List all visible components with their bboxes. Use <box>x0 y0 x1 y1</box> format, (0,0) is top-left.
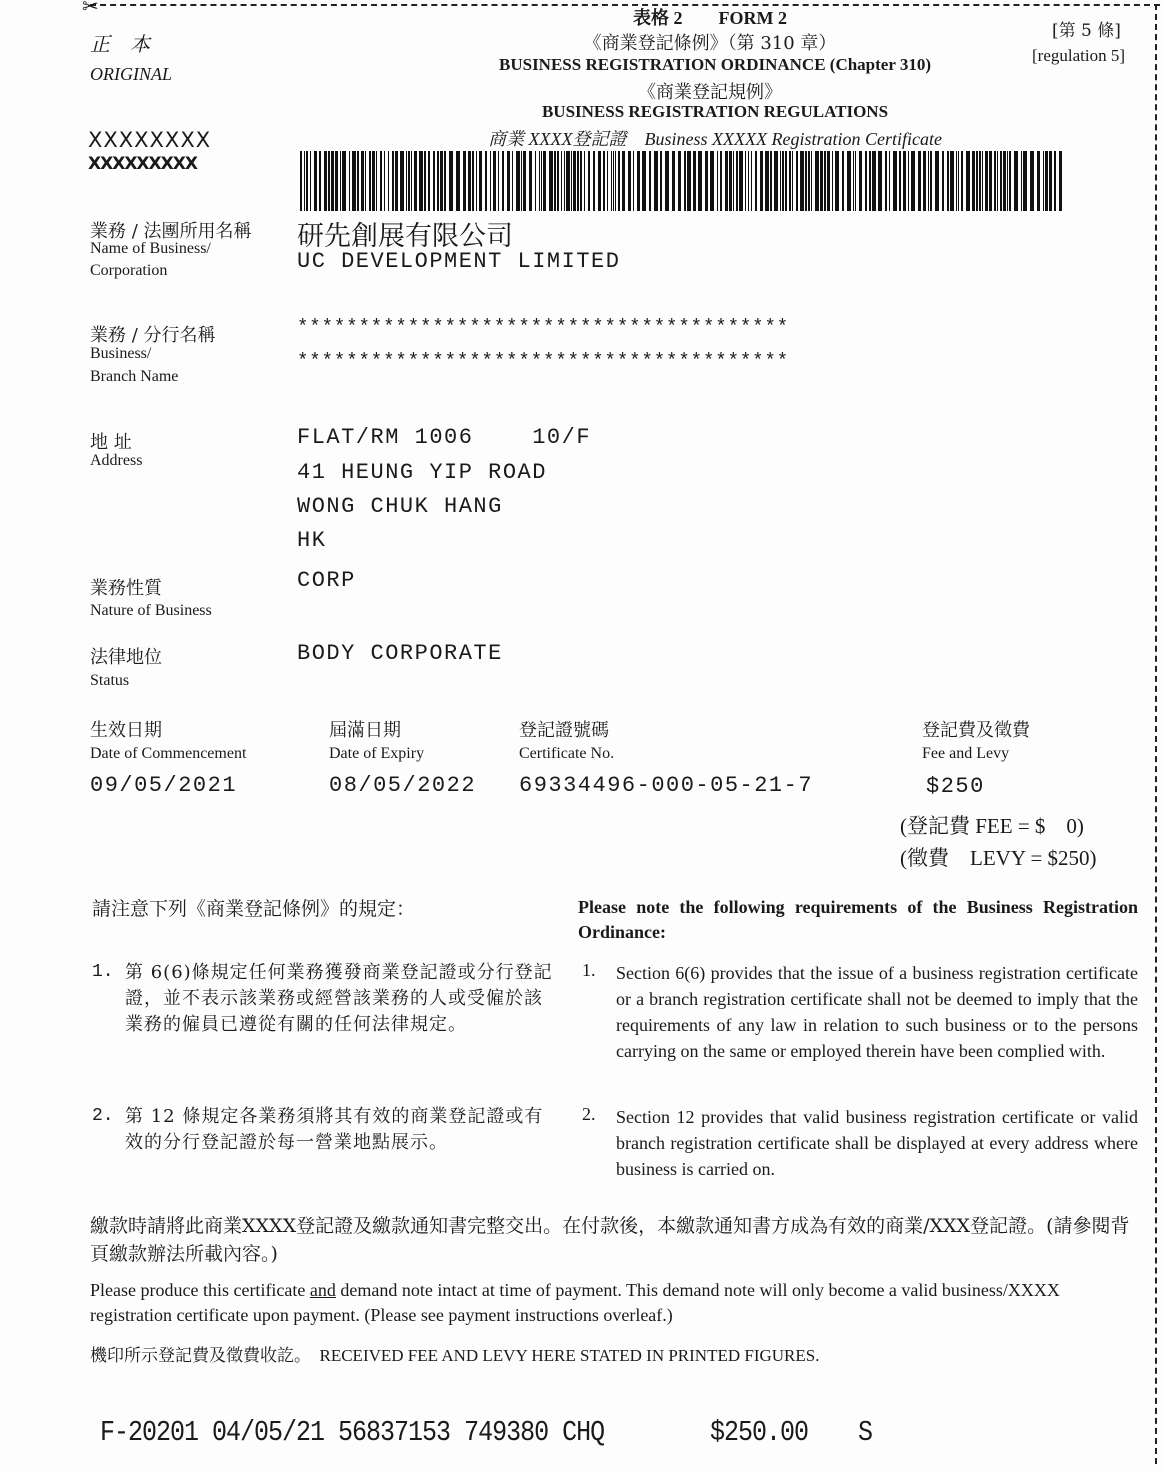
note-1-cn: 第 6(6)條規定任何業務獲發商業登記證或分行登記證，並不表示該業務或經營該業務的人或受僱於該業務的僱員已遵從有關的任何法律規定。 <box>125 962 553 1035</box>
expiry-value: 08/05/2022 <box>329 773 477 798</box>
received-statement: 機印所示登記費及徵費收訖。 RECEIVED FEE AND LEVY HERE STATED IN PRINTED FIGURES. <box>90 1346 820 1365</box>
address-label-cn: 地 址 <box>90 432 132 453</box>
status-label-cn: 法律地位 <box>90 647 162 668</box>
barcode <box>300 151 1064 211</box>
note-2-en: Section 12 provides that valid business registration certificate or valid branch registration certificate shall be displayed at every address where business is carried on. <box>616 1107 1138 1179</box>
fee-value: $250 <box>926 774 985 799</box>
fee-label-cn: 登記費及徵費 <box>922 720 1030 741</box>
nature-value: CORP <box>297 568 356 593</box>
certificate-no-label-en: Certificate No. <box>519 745 615 762</box>
note-2-cn: 第 12 條規定各業務須將其有效的商業登記證或有效的分行登記證於每一營業地點展示。 <box>125 1106 544 1153</box>
levy-breakdown: (徵費 LEVY = $250) <box>900 846 1097 870</box>
address-line-4: HK <box>297 528 327 553</box>
branch-name-line-2: **************************************** <box>297 350 790 372</box>
cut-line-right <box>1155 4 1157 1464</box>
business-name-en: UC DEVELOPMENT LIMITED <box>297 249 621 274</box>
note-1-number-en: 1. <box>582 960 596 980</box>
commencement-label-en: Date of Commencement <box>90 745 247 762</box>
payment-note-cn: 繳款時請將此商業XXXX登記證及繳款通知書完整交出。在付款後，本繳款通知書方成為有效的商業/XXX登記證。(請參閱背頁繳款辦法所載內容。) <box>90 1215 1130 1265</box>
fee-label-en: Fee and Levy <box>922 745 1010 762</box>
branch-label-en-1: Business/ <box>90 345 152 362</box>
note-2-number-en: 2. <box>582 1104 596 1124</box>
note-2-number-cn: 2. <box>92 1106 114 1126</box>
business-name-cn: 研先創展有限公司 <box>297 221 513 252</box>
ordinance-title-en: BUSINESS REGISTRATION ORDINANCE (Chapter 310) <box>499 55 931 74</box>
note-1-en: Section 6(6) provides that the issue of a business registration certificate or a branch registration certificate shall not be deemed to imply that the requirements of any law in relation to such business or to the persons carrying on the same or employed therein have been complied with. <box>616 963 1138 1061</box>
certificate-no-value: 69334496-000-05-21-7 <box>519 773 814 798</box>
masked-id-1: XXXXXXXX <box>88 128 212 152</box>
status-label-en: Status <box>90 672 130 689</box>
copy-label-en: ORIGINAL <box>90 64 172 84</box>
expiry-label-cn: 屆滿日期 <box>329 720 401 741</box>
copy-label-cn: 正 本 <box>90 32 150 56</box>
commencement-label-cn: 生效日期 <box>90 720 162 741</box>
certificate-title: 商業 XXXX登記證 Business XXXXX Registration Certificate <box>488 129 942 149</box>
section-ref-en: [regulation 5] <box>1032 46 1125 65</box>
status-value: BODY CORPORATE <box>297 641 503 666</box>
regulations-title-en: BUSINESS REGISTRATION REGULATIONS <box>541 102 889 121</box>
nature-label-en: Nature of Business <box>90 602 212 619</box>
branch-label-cn: 業務 / 分行名稱 <box>90 325 216 346</box>
receipt-code: S <box>858 1415 874 1450</box>
branch-label-en-2: Branch Name <box>90 368 179 385</box>
notes-heading-en: Please note the following requirements of the Business Registration Ordinance: <box>578 897 1138 942</box>
payment-note-en: Please produce this certificate and demand note intact at time of payment. This demand note will only become a valid business/XXXX registration certificate upon payment. (Please see payment instructions overleaf.) <box>90 1280 1060 1325</box>
receipt-reference: F-20201 04/05/21 56837153 749380 CHQ <box>100 1415 605 1450</box>
form-number: 表格 2 FORM 2 <box>633 8 787 28</box>
expiry-label-en: Date of Expiry <box>329 745 425 762</box>
name-label-en-1: Name of Business/ <box>90 240 211 257</box>
section-ref-cn: [第 5 條] <box>1052 21 1121 41</box>
note-1-number-cn: 1. <box>92 962 114 982</box>
regulations-title-cn: 《商業登記規例》 <box>638 82 782 103</box>
name-label-en-2: Corporation <box>90 262 168 279</box>
certificate-no-label-cn: 登記證號碼 <box>519 720 609 741</box>
scissors-icon: ✂ <box>82 0 99 18</box>
branch-name-line-1: **************************************** <box>297 316 790 338</box>
ordinance-title-cn: 《商業登記條例》（第 310 章） <box>583 33 837 54</box>
address-line-3: WONG CHUK HANG <box>297 494 503 519</box>
fee-breakdown: (登記費 FEE = $ 0) <box>900 814 1084 838</box>
commencement-value: 09/05/2021 <box>90 773 238 798</box>
nature-label-cn: 業務性質 <box>90 578 162 599</box>
masked-id-2: XXXXXXXXX <box>88 154 197 174</box>
receipt-amount: $250.00 <box>710 1415 809 1450</box>
name-label-cn: 業務 / 法團所用名稱 <box>90 221 252 242</box>
address-line-2: 41 HEUNG YIP ROAD <box>297 460 547 485</box>
notes-heading-cn: 請注意下列《商業登記條例》的規定： <box>92 898 416 920</box>
address-line-1: FLAT/RM 1006 10/F <box>297 425 592 450</box>
address-label-en: Address <box>90 452 143 469</box>
